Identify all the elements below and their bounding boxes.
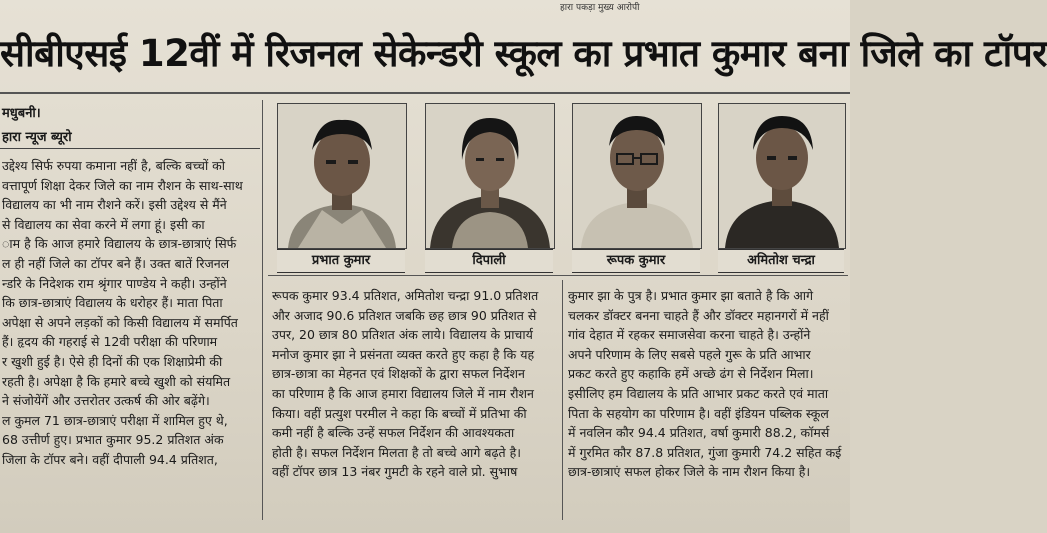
column-3-line: में गुरमित कौर 87.8 प्रतिशत, गुंजा कुमारी 74.2 सहित कई: [568, 444, 842, 460]
article-column-1: [2, 156, 258, 516]
column-1-line: जिला के टॉपर बने। वहीं दीपाली 94.4 प्रतिशत,: [2, 451, 218, 467]
column-2-line: छात्र-छात्रा का मेहनत एवं शिक्षकों के द्वारा सफल निर्देशन: [272, 366, 525, 382]
article-column-3: [568, 286, 848, 496]
column-3-line: इसीलिए हम विद्यालय के प्रति आभार प्रकट करते एवं माता: [568, 385, 829, 401]
column-3-line: कुमार झा के पुत्र है। प्रभात कुमार झा बताते है कि आगे: [568, 288, 814, 303]
column-1-line: रहती है। अपेक्षा है कि हमारे बच्चे खुशी को संयमित: [2, 373, 231, 389]
column-2-line: होती है। सफल निर्देशन मिलता है तो बच्चे आगे बढ़ते है।: [272, 444, 521, 460]
column-1-line: ल ही नहीं जिले का टॉपर बने हैं। उक्त बातें रिजनल: [2, 255, 230, 271]
photo-prabhat-kumar: [277, 103, 407, 249]
column-3-line: छात्र-छात्राएं सफल होकर जिले के नाम रौशन किया है।: [568, 464, 811, 480]
headline: सीबीएसई 12वीं में रिजनल सेकेन्डरी स्कूल का प्रभात कुमार बना जिले का टॉपर: [0, 32, 1047, 75]
column-3-line: चलकर डॉक्टर बनना चाहते हैं और डॉक्टर महानगरों में नहीं: [568, 307, 829, 323]
column-3-line: अपने परिणाम के लिए सबसे पहले गुरू के प्रति आभार: [568, 346, 811, 362]
column-1-line: ने संजोयेंगें और उत्तरोतर उत्कर्ष की ओर बढ़ेंगे।: [2, 393, 210, 409]
caption-dipali: दिपाली: [425, 249, 553, 273]
photo-amitosh-chandra: [718, 103, 846, 249]
byline-rule: [0, 148, 260, 149]
byline: हारा न्यूज ब्यूरो: [2, 130, 72, 145]
column-3-line: गांव देहात में रहकर समाजसेवा करना चाहते है। उन्होंने: [568, 327, 811, 343]
column-2-line: वहीं टॉपर छात्र 13 नंबर गुमटी के रहने वाले प्रो. सुभाष: [272, 464, 518, 480]
column-2-line: और अजाद 90.6 प्रतिशत जबकि छह छात्र 90 प्रतिशत से: [272, 307, 537, 323]
column-1-line: वत्तापूर्ण शिक्षा देकर जिले का नाम रौशन के साथ-साथ: [2, 177, 243, 193]
column-1-line: उद्देश्य सिर्फ रुपया कमाना नहीं है, बल्कि बच्चों को: [2, 158, 226, 173]
photo-dipali: [425, 103, 555, 249]
column-2-line: मनोज कुमार झा ने प्रसंनता व्यक्त करते हुए कहा है कि यह: [272, 346, 535, 362]
column-1-line: हैं। हृदय की गहराई से 12वी परीक्षा की परिणाम: [2, 334, 218, 350]
column-1-line: अपेक्षा से अपने लड़कों को किसी विद्यालय में समर्पित: [2, 314, 238, 330]
column-1-line: ल कुमल 71 छात्र-छात्राएं परीक्षा में शामिल हुए थे,: [2, 412, 228, 428]
caption-roopak-kumar: रूपक कुमार: [572, 249, 700, 273]
column-3-line: पिता के सहयोग का परिणाम है। वहीं इंडियन पब्लिक स्कूल: [568, 405, 829, 421]
column-1-line: कि छात्र-छात्राएं विद्यालय के धरोहर हैं। माता पिता: [2, 295, 223, 311]
column-2-line: का परिणाम है कि आज हमारा विद्यालय जिले में नाम रौशन: [272, 385, 534, 401]
dateline: मधुबनी।: [2, 106, 41, 121]
column-divider-1: [262, 100, 263, 520]
column-2-line: किया। वहीं प्रत्युश परमील ने कहा कि बच्चों में प्रतिभा की: [272, 405, 527, 421]
article-column-2: [272, 286, 557, 496]
column-1-line: ाम है कि आज हमारे विद्यालय के छात्र-छात्राएं सिर्फ: [2, 236, 237, 252]
column-1-line: 68 उत्तीर्ण हुए। प्रभात कुमार 95.2 प्रतिशत अंक: [2, 432, 224, 448]
column-3-line: प्रकट करते हुए कहाकि हमें अच्छे ढंग से निर्देशन मिला।: [568, 366, 814, 382]
headline-rule: [0, 92, 850, 94]
photo-roopak-kumar: [572, 103, 702, 249]
caption-prabhat-kumar: प्रभात कुमार: [277, 249, 405, 273]
column-divider-2: [562, 280, 563, 520]
column-2-line: रूपक कुमार 93.4 प्रतिशत, अमितोश चन्द्रा 91.0 प्रतिशत: [272, 288, 539, 303]
top-strip-text: हारा पकड़ा मुख्य आरोपी: [560, 3, 640, 13]
column-1-line: से विद्यालय का सेवा करने में लगा हूं। इसी का: [2, 216, 205, 232]
column-1-line: विद्यालय का भी नाम रौशने करें। इसी उद्देश्य से मैंने: [2, 197, 227, 213]
column-2-line: उपर, 20 छात्र 80 प्रतिशत अंक लाये। विद्यालय के प्राचार्य: [272, 327, 533, 343]
column-1-line: र खुशी हुई है। ऐसे ही दिनों की एक शिक्षाप्रेमी की: [2, 353, 223, 369]
photo-row-rule: [268, 275, 848, 276]
caption-amitosh-chandra: अमितोश चन्द्रा: [718, 249, 844, 273]
column-1-line: न्डरि के निदेशक राम श्रृंगार पाण्डेय ने कही। उन्होंने: [2, 275, 227, 291]
column-2-line: कमी नहीं है बल्कि उन्हें सफल निर्देशन की आवश्यकता: [272, 425, 515, 441]
column-3-line: में नवलिन कौर 94.4 प्रतिशत, वर्षा कुमारी 88.2, कॉमर्स: [568, 425, 830, 441]
